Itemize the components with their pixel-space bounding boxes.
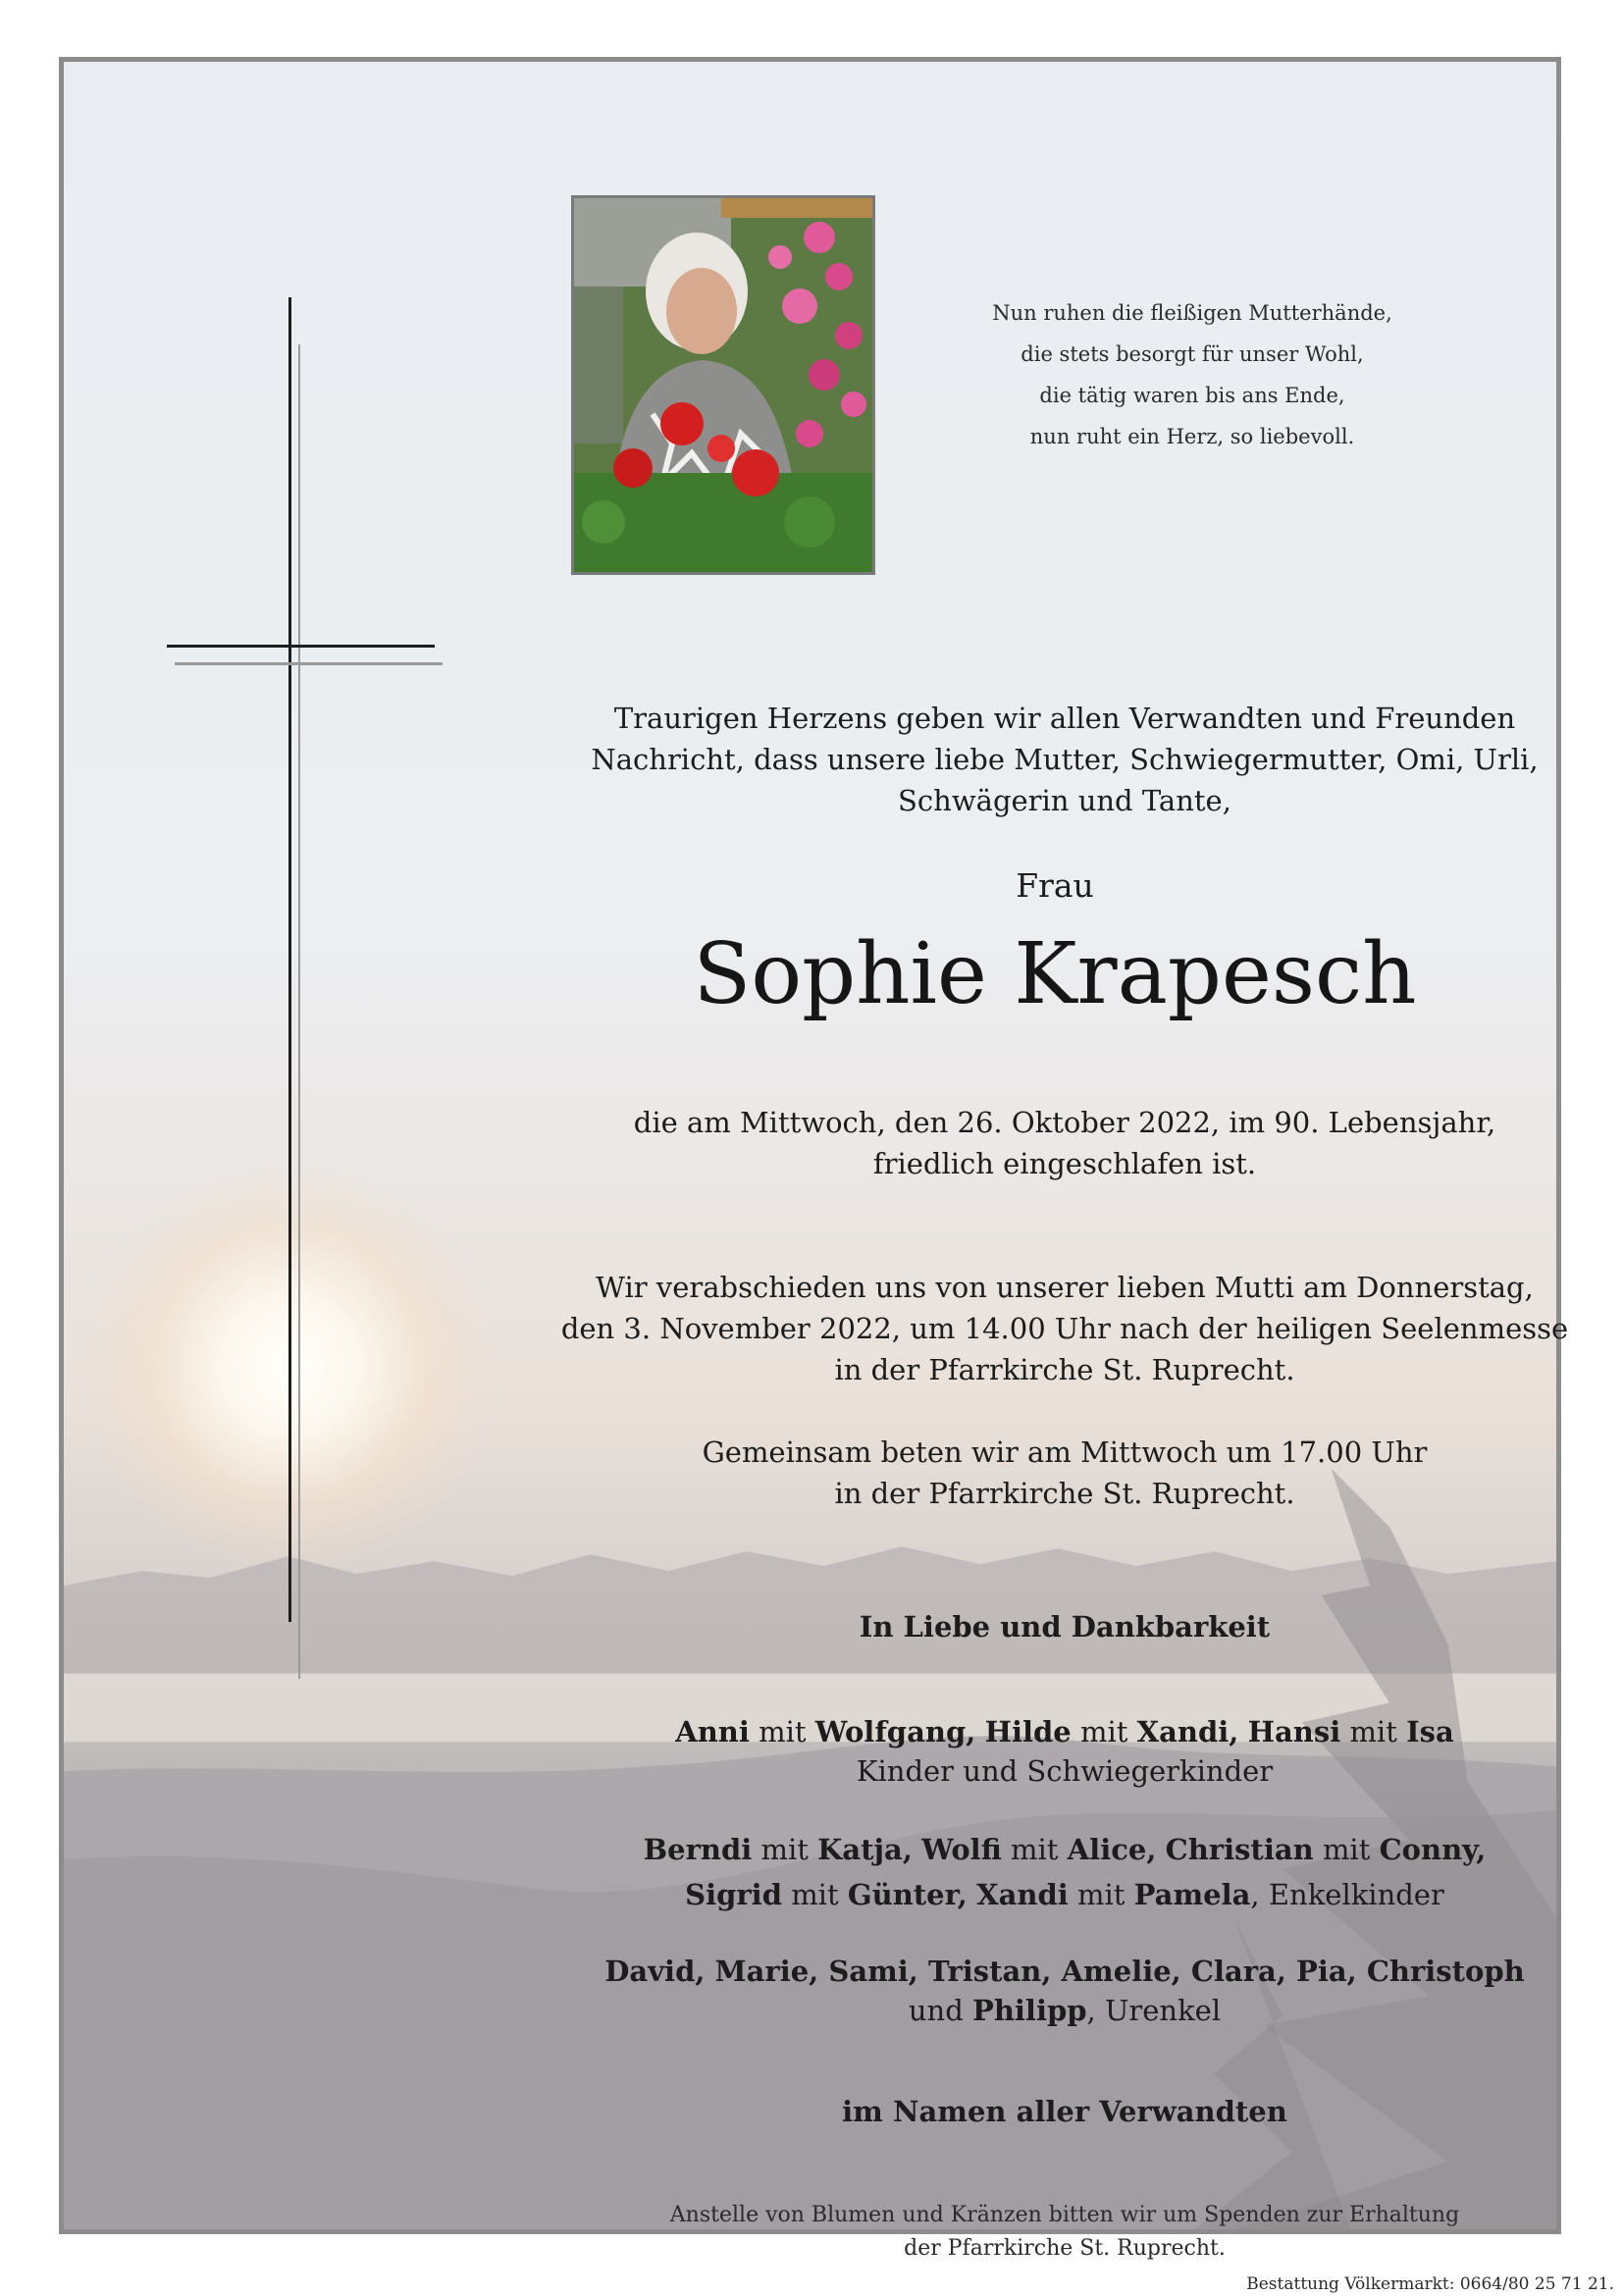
grandchildren-role: , Enkelkinder — [1250, 1878, 1444, 1911]
child-name: Anni — [675, 1715, 750, 1748]
cross-horizontal-dark — [167, 645, 435, 648]
connector: mit — [791, 1878, 839, 1911]
undertaker-contact: Bestattung Völkermarkt: 0664/80 25 71 21. — [1246, 2274, 1614, 2294]
connector: mit — [760, 1833, 809, 1866]
poem-line: nun ruht ein Herz, so liebevoll. — [1029, 425, 1355, 448]
funeral-line: in der Pfarrkirche St. Ruprecht. — [834, 1353, 1295, 1386]
poem-line: die tätig waren bis ans Ende, — [1039, 384, 1345, 407]
death-line: die am Mittwoch, den 26. Oktober 2022, im 90. Lebensjahr, — [633, 1106, 1496, 1139]
partner-name: Katja, — [817, 1833, 913, 1866]
children-role: Kinder und Schwiegerkinder — [856, 1754, 1274, 1788]
death-notice — [574, 1102, 1555, 1184]
poem — [986, 292, 1398, 457]
connector: mit — [1322, 1833, 1371, 1866]
great-grandchildren-names: David, Marie, Sami, Tristan, Amelie, Clara, Pia, Christoph — [604, 1955, 1525, 1988]
connector: mit — [759, 1715, 807, 1748]
salutation: Frau — [1016, 866, 1094, 905]
cross-vertical-light — [298, 344, 300, 1679]
grandchild-name: Christian — [1165, 1833, 1314, 1866]
grandchild-name: Xandi — [976, 1878, 1069, 1911]
death-line: friedlich eingeschlafen ist. — [872, 1147, 1257, 1180]
prayer-line: in der Pfarrkirche St. Ruprecht. — [834, 1477, 1295, 1510]
connector: mit — [1077, 1878, 1126, 1911]
grandchild-name: Wolfi — [921, 1833, 1002, 1866]
deceased-name: Sophie Krapesch — [693, 925, 1417, 1023]
intro-line: Nachricht, dass unsere liebe Mutter, Schwiegermutter, Omi, Urli, — [591, 743, 1539, 776]
connector: mit — [1011, 1833, 1059, 1866]
funeral-line: den 3. November 2022, um 14.00 Uhr nach der heiligen Seelenmesse — [560, 1312, 1569, 1345]
partner-name: Isa — [1406, 1715, 1454, 1748]
portrait-illustration — [574, 198, 872, 572]
relatives-heading: im Namen aller Verwandten — [842, 2095, 1287, 2128]
partner-name: Xandi, — [1136, 1715, 1239, 1748]
funeral-details — [535, 1267, 1595, 1390]
prayer-details — [574, 1432, 1555, 1514]
great-grandchildren-block — [525, 1952, 1604, 2030]
great-grandchildren-role: , Urenkel — [1086, 1994, 1222, 2027]
child-name: Hilde — [984, 1715, 1072, 1748]
partner-name: Alice, — [1067, 1833, 1157, 1866]
donation-line: der Pfarrkirche St. Ruprecht. — [904, 2236, 1226, 2261]
child-name: Hansi — [1247, 1715, 1341, 1748]
partner-name: Wolfgang, — [814, 1715, 976, 1748]
grandchildren-names-line — [525, 1830, 1604, 1869]
poem-line: die stets besorgt für unser Wohl, — [1021, 342, 1364, 366]
children-block — [525, 1712, 1604, 1791]
partner-name: Conny, — [1379, 1833, 1487, 1866]
intro-line: Schwägerin und Tante, — [898, 784, 1231, 817]
thanks-heading: In Liebe und Dankbarkeit — [859, 1610, 1271, 1644]
grandchild-name: Sigrid — [685, 1878, 782, 1911]
grandchild-name: Berndi — [643, 1833, 753, 1866]
obituary-frame — [59, 57, 1614, 2294]
intro-line: Traurigen Herzens geben wir allen Verwandten und Freunden — [613, 702, 1516, 735]
partner-name: Pamela — [1133, 1878, 1251, 1911]
cross-horizontal-light — [175, 662, 443, 665]
portrait-photo — [571, 195, 875, 575]
donation-note — [554, 2199, 1575, 2266]
connector: mit — [1349, 1715, 1397, 1748]
funeral-line: Wir verabschieden uns von unserer lieben Mutti am Donnerstag, — [596, 1271, 1534, 1304]
great-grandchild-name: Philipp — [972, 1994, 1087, 2027]
prayer-line: Gemeinsam beten wir am Mittwoch um 17.00 Uhr — [702, 1435, 1428, 1469]
intro-text — [554, 698, 1575, 821]
poem-line: Nun ruhen die fleißigen Mutterhände, — [992, 301, 1392, 325]
partner-name: Günter, — [847, 1878, 968, 1911]
children-names — [525, 1712, 1604, 1751]
connector: mit — [1079, 1715, 1128, 1748]
grandchildren-block — [525, 1830, 1604, 1914]
donation-line: Anstelle von Blumen und Kränzen bitten wir um Spenden zur Erhaltung — [669, 2203, 1460, 2227]
cross-vertical-dark — [288, 297, 291, 1622]
great-grandchildren-line — [525, 1991, 1604, 2030]
grandchildren-names-line — [525, 1875, 1604, 1914]
connector: und — [908, 1994, 964, 2027]
